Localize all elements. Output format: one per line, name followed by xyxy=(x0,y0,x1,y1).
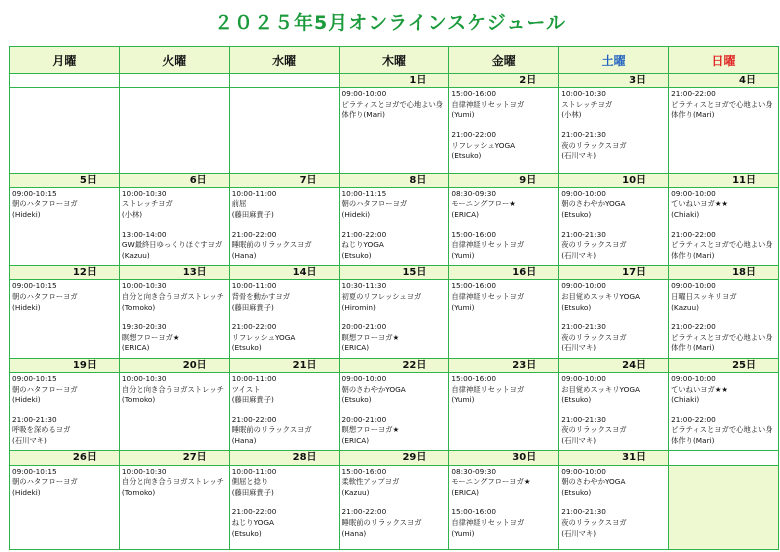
day-cell xyxy=(559,88,669,173)
event-text: 朝のハタフローヨガ xyxy=(341,199,408,209)
event-text: 09:00-10:15 xyxy=(12,188,57,198)
event-text: 19:30-20:30 xyxy=(121,322,167,332)
day-cell xyxy=(229,465,339,549)
event-text: (Chiaki) xyxy=(671,395,700,405)
event-text: ピラティスとヨガで心地よい身体作り(Mari) xyxy=(671,425,773,445)
class-event xyxy=(561,230,666,262)
class-event xyxy=(232,374,337,406)
event-text: 10:00-11:00 xyxy=(231,466,277,476)
date-number: 31日 xyxy=(559,451,669,465)
event-text: 自律神経リセットヨガ xyxy=(451,292,525,302)
event-text: (Hana) xyxy=(231,250,257,260)
event-text: 自分と向き合うヨガストレッチ xyxy=(121,292,224,302)
class-event xyxy=(451,374,556,406)
event-text: (藤田麻貴子) xyxy=(231,487,274,497)
date-number: 11日 xyxy=(669,173,779,187)
class-event xyxy=(451,130,556,162)
event-text: お目覚めスッキリYOGA xyxy=(561,292,640,302)
event-text: 柔軟性アップヨガ xyxy=(341,477,400,487)
class-event xyxy=(561,189,666,221)
event-text: 10:00-11:00 xyxy=(231,373,277,383)
event-text: (ERICA) xyxy=(341,435,370,445)
weekday-header: 木曜 xyxy=(339,47,449,74)
event-text: (ERICA) xyxy=(341,343,370,353)
event-text: 朝のハタフローヨガ xyxy=(12,292,78,302)
class-event xyxy=(122,189,227,221)
event-text: (石川マキ) xyxy=(561,528,597,538)
event-text: 13:00-14:00 xyxy=(121,229,167,239)
date-number: 27日 xyxy=(119,451,229,465)
event-text: 21:00-21:30 xyxy=(561,414,606,424)
event-text: 呼吸を深めるヨガ xyxy=(12,425,71,435)
event-text: (Yumi) xyxy=(451,250,475,260)
class-event xyxy=(561,130,666,162)
event-text: 09:00-10:00 xyxy=(671,281,716,291)
class-event xyxy=(561,322,666,354)
class-event xyxy=(122,230,227,262)
date-number: 17日 xyxy=(559,266,669,280)
day-cell xyxy=(10,280,120,358)
event-text: 15:00-16:00 xyxy=(451,229,497,239)
event-text: 09:00-10:00 xyxy=(561,281,606,291)
date-number: 7日 xyxy=(229,173,339,187)
event-text: 15:00-16:00 xyxy=(451,507,497,517)
event-text: GW最終日ゆっくりほぐすヨガ xyxy=(121,240,223,250)
event-text: (藤田麻貴子) xyxy=(231,395,274,405)
event-text: 09:00-10:00 xyxy=(671,373,716,383)
date-number xyxy=(669,451,779,465)
class-event xyxy=(342,189,447,221)
event-text: (藤田麻貴子) xyxy=(231,302,274,312)
weekday-header-row xyxy=(10,47,779,74)
event-text: 睡眠前のリラックスヨガ xyxy=(231,425,312,435)
weekday-header: 土曜 xyxy=(559,47,669,74)
day-cell xyxy=(449,187,559,265)
event-text: (Etsuko) xyxy=(231,528,262,538)
day-cell xyxy=(669,465,779,549)
event-text: 20:00-21:00 xyxy=(341,414,387,424)
event-text: 朝のさわやかYOGA xyxy=(561,477,626,487)
events-row xyxy=(10,465,779,549)
event-text: 睡眠前のリラックスヨガ xyxy=(341,517,422,527)
event-text: (Yumi) xyxy=(451,302,475,312)
event-text: 09:00-10:00 xyxy=(561,466,606,476)
event-text: 10:00-11:00 xyxy=(231,281,277,291)
event-text: 朝のさわやかYOGA xyxy=(341,384,406,394)
event-text: 09:00-10:00 xyxy=(561,373,606,383)
day-cell xyxy=(669,187,779,265)
class-event xyxy=(451,281,556,313)
event-text: (Chiaki) xyxy=(671,210,700,220)
class-event xyxy=(232,322,337,354)
event-text: モーニングフロー★ xyxy=(451,199,516,209)
day-cell xyxy=(339,280,449,358)
class-event xyxy=(451,467,556,499)
class-event xyxy=(671,230,776,262)
event-text: (石川マキ) xyxy=(561,343,597,353)
event-text: 15:00-16:00 xyxy=(451,89,497,99)
day-cell xyxy=(10,187,120,265)
event-text: (Kazuu) xyxy=(121,250,150,260)
day-cell xyxy=(339,88,449,173)
event-text: (石川マキ) xyxy=(12,435,47,445)
class-event xyxy=(122,467,227,499)
class-event xyxy=(451,507,556,539)
class-event xyxy=(12,281,117,313)
event-text: (小林) xyxy=(121,210,143,220)
date-number: 25日 xyxy=(669,358,779,372)
class-event xyxy=(232,189,337,221)
event-text: 自分と向き合うヨガストレッチ xyxy=(121,477,224,487)
event-text: 夜のリラックスヨガ xyxy=(561,332,627,342)
date-number xyxy=(229,74,339,88)
event-text: 21:00-22:00 xyxy=(231,414,277,424)
event-text: 前屈 xyxy=(231,199,247,209)
day-cell xyxy=(119,372,229,450)
event-text: (Etsuko) xyxy=(341,250,372,260)
event-text: リフレッシュYOGA xyxy=(451,140,516,150)
date-number: 6日 xyxy=(119,173,229,187)
date-number: 9日 xyxy=(449,173,559,187)
event-text: 瞑想フローヨガ★ xyxy=(121,332,180,342)
date-row xyxy=(10,266,779,280)
date-number: 1日 xyxy=(339,74,449,88)
date-number: 13日 xyxy=(119,266,229,280)
class-event xyxy=(232,415,337,447)
event-text: (石川マキ) xyxy=(561,435,597,445)
event-text: 15:00-16:00 xyxy=(451,373,497,383)
class-event xyxy=(342,322,447,354)
class-event xyxy=(12,415,117,447)
event-text: 21:00-22:00 xyxy=(671,229,716,239)
event-text: (Hideki) xyxy=(12,302,41,312)
event-text: 側屈と捻り xyxy=(231,477,269,487)
event-text: 自分と向き合うヨガストレッチ xyxy=(121,384,224,394)
event-text: (Kazuu) xyxy=(671,302,699,312)
date-number: 3日 xyxy=(559,74,669,88)
day-cell xyxy=(119,465,229,549)
event-text: 朝のハタフローヨガ xyxy=(12,477,78,487)
event-text: (Tomoko) xyxy=(121,302,156,312)
event-text: (Hana) xyxy=(231,435,257,445)
class-event xyxy=(671,89,776,121)
event-text: 21:00-22:00 xyxy=(231,322,277,332)
event-text: 21:00-21:30 xyxy=(561,130,606,140)
event-text: ねじりYOGA xyxy=(341,240,384,250)
event-text: 09:00-10:00 xyxy=(341,373,387,383)
event-text: 夜のリラックスヨガ xyxy=(561,517,627,527)
events-row xyxy=(10,187,779,265)
date-number: 30日 xyxy=(449,451,559,465)
event-text: (Etsuko) xyxy=(561,487,592,497)
class-event xyxy=(342,507,447,539)
event-text: 日曜日スッキリヨガ xyxy=(671,292,737,302)
event-text: (Yumi) xyxy=(451,395,475,405)
event-text: (石川マキ) xyxy=(561,151,597,161)
weekday-header: 月曜 xyxy=(10,47,120,74)
weekday-header: 水曜 xyxy=(229,47,339,74)
event-text: 21:00-22:00 xyxy=(231,229,277,239)
event-text: ストレッチヨガ xyxy=(121,199,173,209)
event-text: 瞑想フローヨガ★ xyxy=(341,332,400,342)
class-event xyxy=(342,230,447,262)
day-cell xyxy=(449,465,559,549)
date-number: 15日 xyxy=(339,266,449,280)
event-text: (Hideki) xyxy=(12,210,41,220)
weekday-header: 日曜 xyxy=(669,47,779,74)
class-event xyxy=(12,374,117,406)
weekday-header: 金曜 xyxy=(449,47,559,74)
event-text: (Tomoko) xyxy=(121,395,156,405)
event-text: (Hideki) xyxy=(12,395,41,405)
event-text: 09:00-10:15 xyxy=(12,281,57,291)
date-number: 14日 xyxy=(229,266,339,280)
date-number: 24日 xyxy=(559,358,669,372)
day-cell xyxy=(10,465,120,549)
event-text: (Hideki) xyxy=(12,487,41,497)
event-text: リフレッシュYOGA xyxy=(231,332,296,342)
event-text: 09:00-10:00 xyxy=(341,89,387,99)
event-text: ていねいヨガ★★ xyxy=(671,384,728,394)
event-text: (Etsuko) xyxy=(561,210,592,220)
event-text: ピラティスとヨガで心地よい身体作り(Mari) xyxy=(671,332,773,353)
class-event xyxy=(232,507,337,539)
event-text: 夜のリラックスヨガ xyxy=(561,425,627,435)
date-number: 16日 xyxy=(449,266,559,280)
event-text: 15:00-16:00 xyxy=(341,466,387,476)
day-cell xyxy=(339,187,449,265)
day-cell xyxy=(119,187,229,265)
class-event xyxy=(561,374,666,406)
class-event xyxy=(232,281,337,313)
event-text: 10:30-11:30 xyxy=(341,281,387,291)
date-number: 23日 xyxy=(449,358,559,372)
event-text: 自律神経リセットヨガ xyxy=(451,384,525,394)
event-text: 15:00-16:00 xyxy=(451,281,497,291)
event-text: 朝のハタフローヨガ xyxy=(12,199,78,209)
event-text: 自律神経リセットヨガ xyxy=(451,99,525,109)
event-text: (小林) xyxy=(561,110,582,120)
event-text: (Yumi) xyxy=(451,528,475,538)
event-text: 10:00-10:30 xyxy=(121,281,167,291)
class-event xyxy=(122,281,227,313)
class-event xyxy=(561,467,666,499)
date-number: 8日 xyxy=(339,173,449,187)
event-text: ピラティスとヨガで心地よい身体作り(Mari) xyxy=(341,99,444,120)
class-event xyxy=(451,189,556,221)
date-row xyxy=(10,173,779,187)
day-cell xyxy=(559,465,669,549)
class-event xyxy=(561,281,666,313)
date-row xyxy=(10,74,779,88)
event-text: 21:00-21:30 xyxy=(561,507,606,517)
date-number: 29日 xyxy=(339,451,449,465)
event-text: 10:00-10:30 xyxy=(121,373,167,383)
class-event xyxy=(232,230,337,262)
event-text: 21:00-22:00 xyxy=(231,507,277,517)
date-number: 28日 xyxy=(229,451,339,465)
class-event xyxy=(342,415,447,447)
event-text: 09:00-10:15 xyxy=(12,466,57,476)
event-text: 21:00-22:00 xyxy=(671,89,716,99)
date-number: 4日 xyxy=(669,74,779,88)
class-event xyxy=(451,230,556,262)
date-number: 10日 xyxy=(559,173,669,187)
event-text: (Tomoko) xyxy=(121,487,156,497)
class-event xyxy=(671,189,776,221)
date-number xyxy=(10,74,120,88)
event-text: 10:00-10:30 xyxy=(561,89,606,99)
events-row xyxy=(10,88,779,173)
event-text: (Etsuko) xyxy=(561,302,592,312)
day-cell xyxy=(229,280,339,358)
day-cell xyxy=(449,88,559,173)
class-event xyxy=(671,374,776,406)
event-text: 09:00-10:00 xyxy=(561,188,606,198)
class-event xyxy=(671,322,776,354)
event-text: (Etsuko) xyxy=(561,395,592,405)
day-cell xyxy=(559,372,669,450)
date-number xyxy=(119,74,229,88)
date-number: 22日 xyxy=(339,358,449,372)
class-event xyxy=(671,281,776,313)
day-cell xyxy=(669,372,779,450)
date-number: 2日 xyxy=(449,74,559,88)
event-text: 20:00-21:00 xyxy=(341,322,387,332)
date-number: 12日 xyxy=(10,266,120,280)
day-cell xyxy=(229,187,339,265)
day-cell xyxy=(559,280,669,358)
class-event xyxy=(342,281,447,313)
class-event xyxy=(122,374,227,406)
event-text: 自律神経リセットヨガ xyxy=(451,240,525,250)
event-text: (ERICA) xyxy=(121,343,150,353)
event-text: (Etsuko) xyxy=(341,395,372,405)
day-cell xyxy=(669,280,779,358)
event-text: 10:00-10:30 xyxy=(121,188,167,198)
event-text: 21:00-21:30 xyxy=(561,229,606,239)
class-event xyxy=(122,322,227,354)
date-row xyxy=(10,358,779,372)
day-cell xyxy=(119,280,229,358)
event-text: 10:00-11:00 xyxy=(231,188,277,198)
date-number: 19日 xyxy=(10,358,120,372)
class-event xyxy=(232,467,337,499)
class-event xyxy=(342,467,447,499)
event-text: 瞑想フローヨガ★ xyxy=(341,425,400,435)
event-text: 睡眠前のリラックスヨガ xyxy=(231,240,312,250)
event-text: 朝のさわやかYOGA xyxy=(561,199,626,209)
event-text: (Hana) xyxy=(341,528,367,538)
event-text: (Hiromin) xyxy=(341,302,376,312)
event-text: ピラティスとヨガで心地よい身体作り(Mari) xyxy=(671,240,773,260)
event-text: 夜のリラックスヨガ xyxy=(561,240,627,250)
date-number: 26日 xyxy=(10,451,120,465)
event-text: 21:00-22:00 xyxy=(451,130,497,140)
event-text: (Etsuko) xyxy=(231,343,262,353)
event-text: (Yumi) xyxy=(451,110,475,120)
date-number: 18日 xyxy=(669,266,779,280)
date-row xyxy=(10,451,779,465)
event-text: 21:00-21:30 xyxy=(12,414,57,424)
event-text: ツイスト xyxy=(231,384,261,394)
day-cell xyxy=(669,88,779,173)
event-text: モーニングフローヨガ★ xyxy=(451,477,531,487)
class-event xyxy=(12,189,117,221)
event-text: (Etsuko) xyxy=(451,151,482,161)
event-text: ていねいヨガ★★ xyxy=(671,199,728,209)
event-text: 初夏のリフレッシュヨガ xyxy=(341,292,422,302)
event-text: 自律神経リセットヨガ xyxy=(451,517,525,527)
day-cell xyxy=(119,88,229,173)
event-text: (藤田麻貴子) xyxy=(231,210,274,220)
event-text: 21:00-22:00 xyxy=(341,229,387,239)
event-text: 朝のハタフローヨガ xyxy=(12,384,78,394)
events-row xyxy=(10,280,779,358)
date-number: 20日 xyxy=(119,358,229,372)
event-text: 夜のリラックスヨガ xyxy=(561,140,627,150)
class-event xyxy=(12,467,117,499)
date-number: 5日 xyxy=(10,173,120,187)
event-text: ピラティスとヨガで心地よい身体作り(Mari) xyxy=(671,99,773,120)
events-row xyxy=(10,372,779,450)
day-cell xyxy=(559,187,669,265)
event-text: (ERICA) xyxy=(451,487,479,497)
event-text: 08:30-09:30 xyxy=(451,466,497,476)
event-text: 09:00-10:15 xyxy=(12,373,57,383)
schedule-calendar xyxy=(9,46,779,550)
class-event xyxy=(561,507,666,539)
day-cell xyxy=(10,88,120,173)
event-text: 10:00-11:15 xyxy=(341,188,387,198)
day-cell xyxy=(229,88,339,173)
weekday-header: 火曜 xyxy=(119,47,229,74)
event-text: お目覚めスッキリYOGA xyxy=(561,384,640,394)
class-event xyxy=(561,415,666,447)
class-event xyxy=(342,89,447,121)
event-text: 21:00-21:30 xyxy=(561,322,606,332)
event-text: 21:00-22:00 xyxy=(671,322,716,332)
event-text: 10:00-10:30 xyxy=(121,466,167,476)
date-number: 21日 xyxy=(229,358,339,372)
day-cell xyxy=(449,280,559,358)
day-cell xyxy=(10,372,120,450)
day-cell xyxy=(339,465,449,549)
event-text: 21:00-22:00 xyxy=(671,414,716,424)
event-text: (石川マキ) xyxy=(561,250,597,260)
day-cell xyxy=(339,372,449,450)
class-event xyxy=(561,89,666,121)
class-event xyxy=(342,374,447,406)
class-event xyxy=(451,89,556,121)
page-title: ２０２５年5月オンラインスケジュール xyxy=(214,12,566,34)
event-text: 21:00-22:00 xyxy=(341,507,387,517)
event-text: 09:00-10:00 xyxy=(671,188,716,198)
day-cell xyxy=(449,372,559,450)
event-text: 08:30-09:30 xyxy=(451,188,497,198)
event-text: ストレッチヨガ xyxy=(561,99,613,109)
event-text: (Hideki) xyxy=(341,210,371,220)
event-text: (Kazuu) xyxy=(341,487,370,497)
event-text: 背骨を動かすヨガ xyxy=(231,292,291,302)
event-text: (ERICA) xyxy=(451,210,479,220)
class-event xyxy=(671,415,776,447)
event-text: ねじりYOGA xyxy=(231,517,275,527)
day-cell xyxy=(229,372,339,450)
